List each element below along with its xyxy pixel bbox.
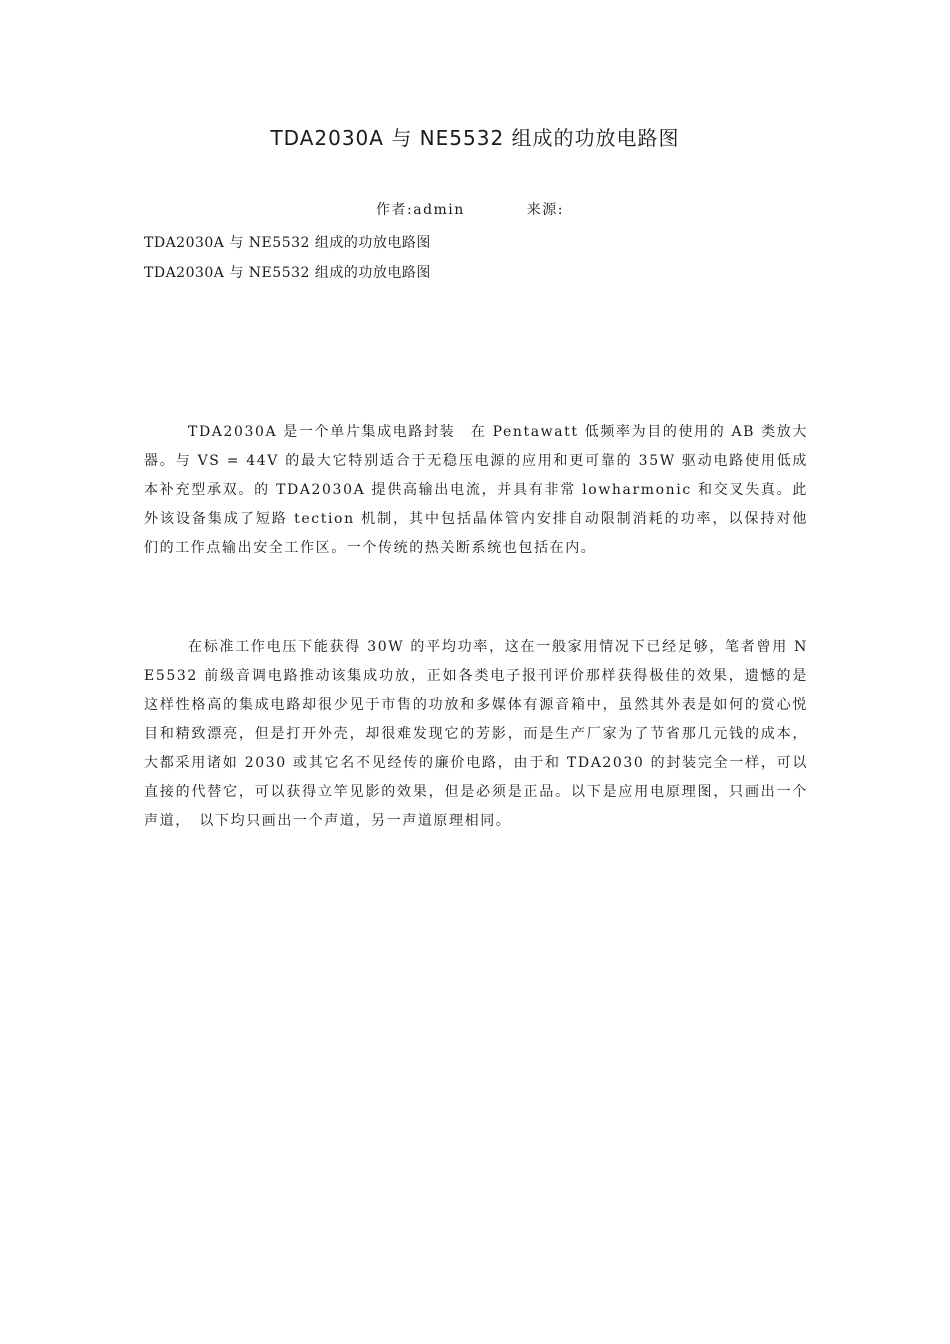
page-title: TDA2030A 与 NE5532 组成的功放电路图 (270, 126, 680, 150)
body-paragraph-1: TDA2030A 是一个单片集成电路封装 在 Pentawatt 低频率为目的使用的 AB 类放大器。与 VS = 44V 的最大它特别适合于无稳压电源的应用和更可靠的 35W 驱动电路使用低成本补充型承双。的 TDA2030A 提供高输出电流，并具有非常 lowharmonic 和交叉失真。此外该设备集成了短路 tection 机制，其中包括晶体管内安排自动限制消耗的功率，以保持对他们的工作点输出安全工作区。一个传统的热关断系统也包括在内。 (144, 424, 808, 556)
source-label: 来源: (526, 202, 565, 218)
subtitle-line-2: TDA2030A 与 NE5532 组成的功放电路图 (144, 265, 431, 281)
body-paragraph-2: 在标准工作电压下能获得 30W 的平均功率，这在一般家用情况下已经足够，笔者曾用 NE5532 前级音调电路推动该集成功放，正如各类电子报刊评价那样获得极佳的效果，遗憾的是这样性格高的集成电路却很少见于市售的功放和多媒体有源音箱中，虽然其外表是如何的赏心悦目和精致漂亮，但是打开外壳，却很难发现它的芳影，而是生产厂家为了节省那几元钱的成本，大都采用诸如 2030 或其它名不见经传的廉价电路，由于和 TDA2030 的封装完全一样，可以直接的代替它，可以获得立竿见影的效果，但是必须是正品。以下是应用电原理图，只画出一个声道， 以下均只画出一个声道，另一声道原理相同。 (144, 639, 808, 829)
article-meta (376, 199, 564, 219)
author-label: 作者:admin (376, 202, 465, 218)
subtitle-line-1: TDA2030A 与 NE5532 组成的功放电路图 (144, 235, 431, 251)
